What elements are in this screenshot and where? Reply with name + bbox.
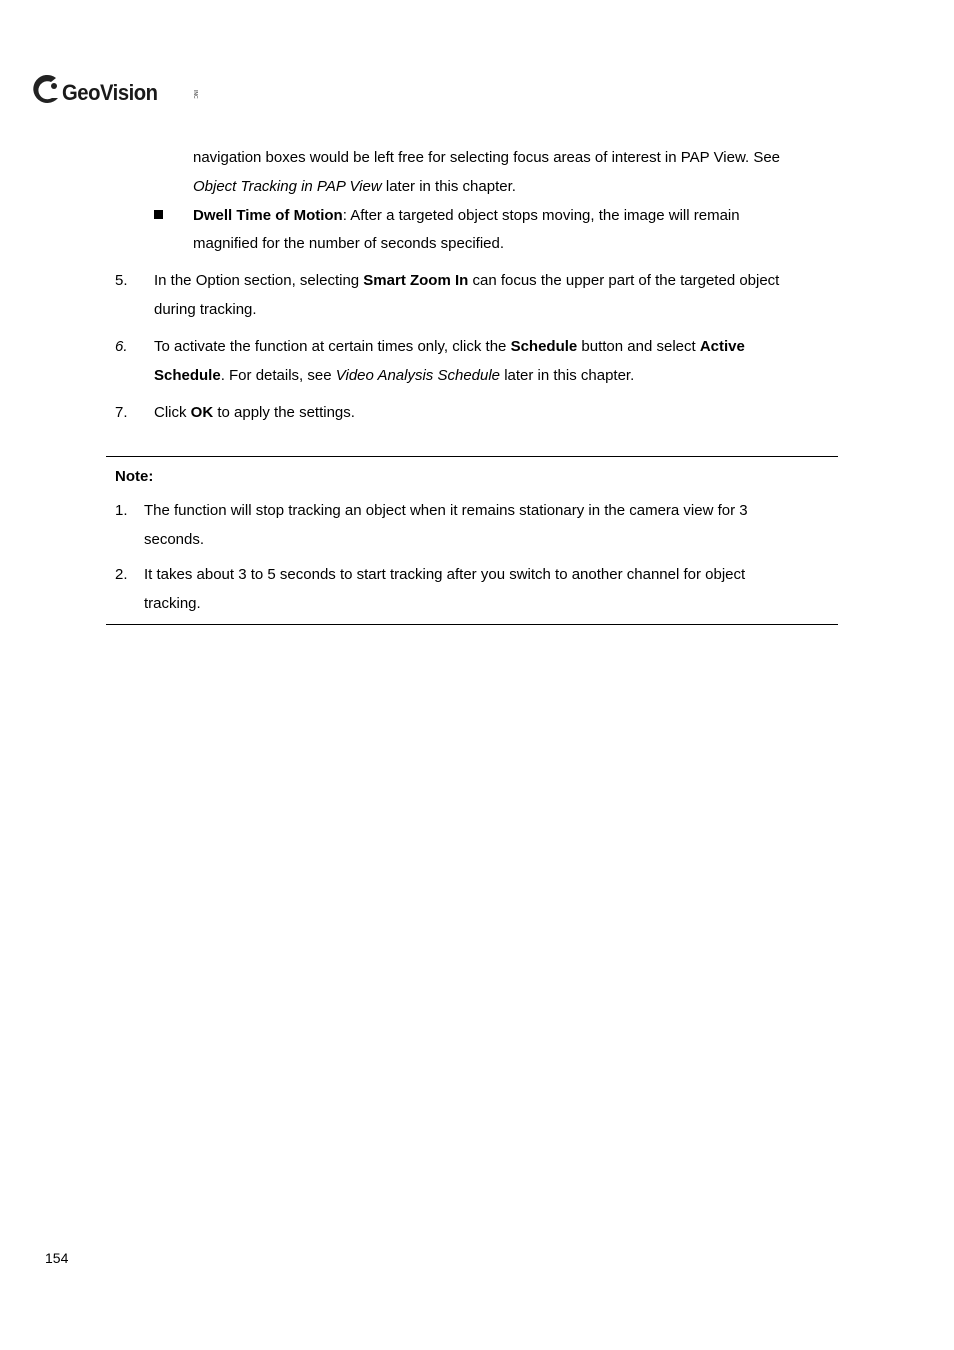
step-number: 7. <box>115 404 128 421</box>
logo-mark: INC <box>192 90 198 99</box>
note-item-1-line-1: The function will stop tracking an object when it remains stationary in the camera view for 3 <box>144 502 748 519</box>
logo-text: GeoVision <box>62 80 158 105</box>
bullet-item-line-2: magnified for the number of seconds specified. <box>193 235 505 252</box>
continuation-line-2: Object Tracking in PAP View later in this chapter. <box>193 178 516 195</box>
step-number: 6. <box>115 338 128 355</box>
continuation-line-1: navigation boxes would be left free for selecting focus areas of interest in PAP View. See <box>193 149 781 166</box>
note-item-2-line-1: It takes about 3 to 5 seconds to start tracking after you switch to another channel for object <box>144 566 746 583</box>
note-item-2-line-2: tracking. <box>144 595 201 612</box>
geovision-logo <box>30 72 198 108</box>
step-7-line-1: Click OK to apply the settings. <box>154 404 355 421</box>
note-title: Note: <box>115 468 154 485</box>
step-6-line-1: To activate the function at certain times only, click the Schedule button and select Active <box>154 338 745 355</box>
note-item-number: 1. <box>115 502 128 519</box>
bullet-item-line-1: Dwell Time of Motion: After a targeted object stops moving, the image will remain <box>193 207 740 224</box>
note-item-1-line-2: seconds. <box>144 531 205 548</box>
note-item-number: 2. <box>115 566 128 583</box>
step-5-line-1: In the Option section, selecting Smart Zoom In can focus the upper part of the targeted object <box>154 272 780 289</box>
step-number: 5. <box>115 272 128 289</box>
note-top-rule <box>106 456 838 457</box>
page-number: 154 <box>45 1250 69 1266</box>
step-6-line-2: Schedule. For details, see Video Analysis Schedule later in this chapter. <box>154 367 635 384</box>
step-5-line-2: during tracking. <box>154 301 257 318</box>
logo-swirl-icon <box>30 72 64 108</box>
square-bullet-icon <box>154 210 163 219</box>
note-bottom-rule <box>106 624 838 625</box>
